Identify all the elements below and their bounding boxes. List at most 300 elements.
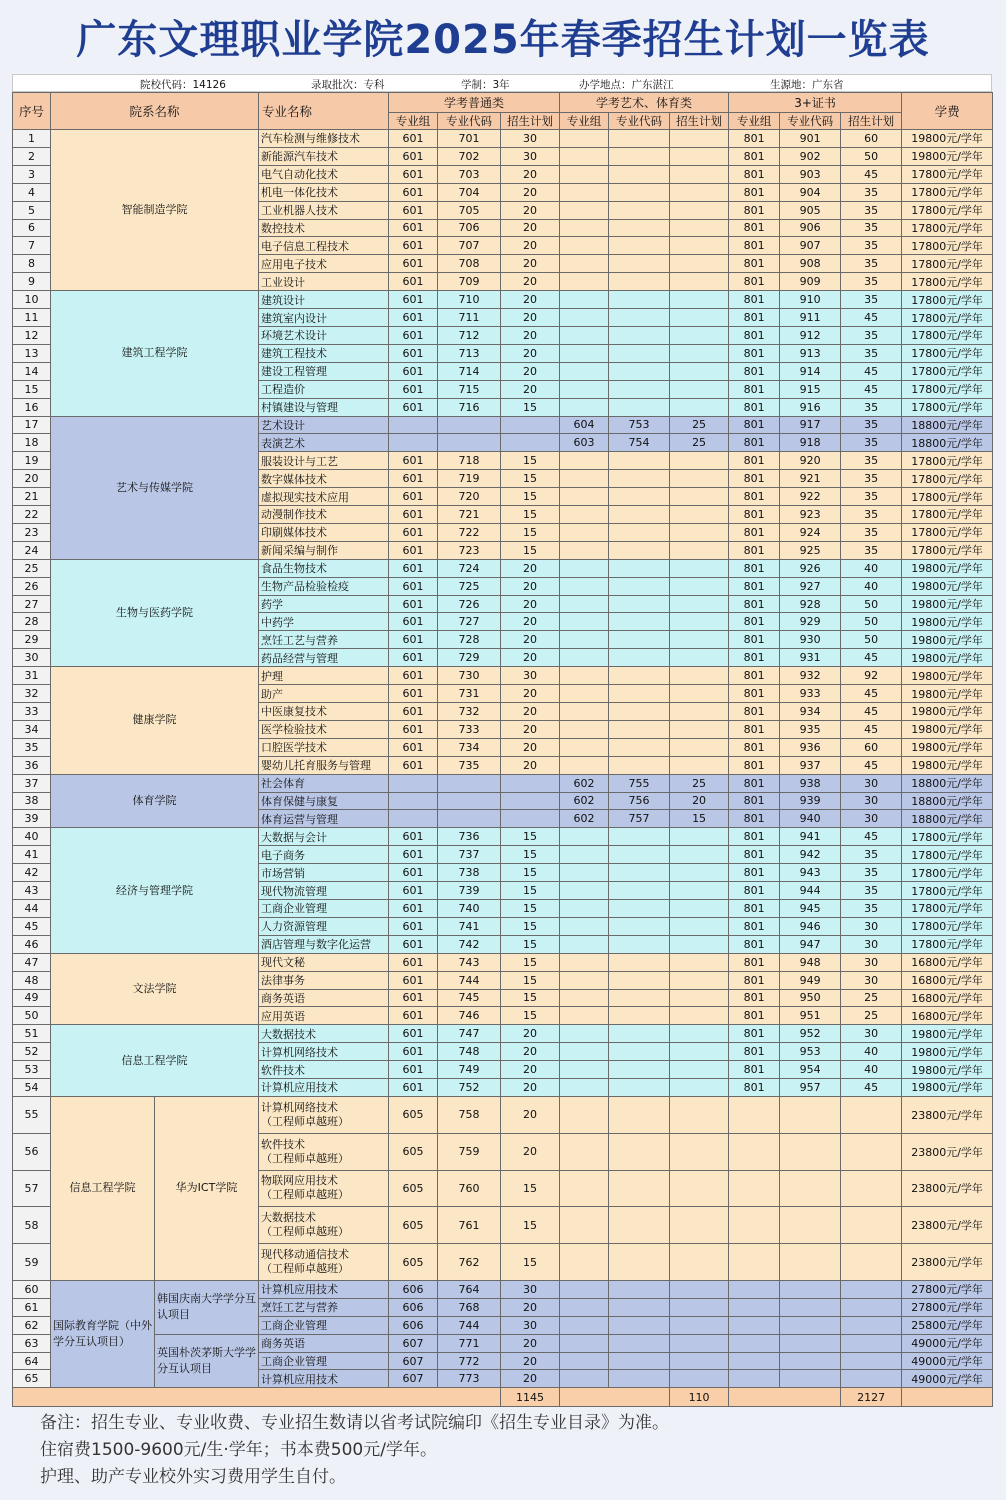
cell-art-group [560, 756, 609, 774]
cell-general-code: 728 [438, 631, 501, 649]
cell-cert-plan: 40 [841, 559, 902, 577]
cell-general-group: 601 [389, 1079, 438, 1097]
cell-fee: 17800元/学年 [902, 470, 993, 488]
cell-art-plan [670, 649, 729, 667]
cell-cert-plan [841, 1370, 902, 1388]
cell-art-code [609, 309, 670, 327]
cell-general-plan: 20 [501, 756, 560, 774]
cell-art-plan [670, 828, 729, 846]
major-name: 现代文秘 [259, 953, 389, 971]
cell-general-code: 760 [438, 1170, 501, 1207]
department-name: 信息工程学院 [51, 1096, 155, 1280]
cell-art-plan [670, 1316, 729, 1334]
major-name: 口腔医学技术 [259, 738, 389, 756]
cell-general-code: 706 [438, 219, 501, 237]
cell-cert-code: 916 [780, 398, 841, 416]
cell-fee: 16800元/学年 [902, 1007, 993, 1025]
major-name: 大数据技术 （工程师卓越班） [259, 1207, 389, 1244]
cell-cert-group [729, 1133, 780, 1170]
cell-art-code [609, 1079, 670, 1097]
cell-art-code: 755 [609, 774, 670, 792]
department-name: 信息工程学院 [51, 1025, 259, 1097]
total-art-plan: 110 [670, 1388, 729, 1407]
row-seq: 12 [13, 326, 51, 344]
cell-cert-plan: 45 [841, 309, 902, 327]
cell-art-group [560, 899, 609, 917]
row-seq: 52 [13, 1043, 51, 1061]
department-name: 经济与管理学院 [51, 828, 259, 953]
cell-cert-group: 801 [729, 1025, 780, 1043]
cell-cert-plan [841, 1280, 902, 1298]
cell-cert-group: 801 [729, 774, 780, 792]
cell-cert-plan: 45 [841, 720, 902, 738]
row-seq: 49 [13, 989, 51, 1007]
cell-cert-plan [841, 1244, 902, 1281]
major-name: 体育保健与康复 [259, 792, 389, 810]
note-line: 住宿费1500-9600元/生·学年；书本费500元/学年。 [40, 1440, 437, 1460]
total-cert-plan: 2127 [841, 1388, 902, 1407]
cell-cert-code: 923 [780, 506, 841, 524]
cell-cert-group: 801 [729, 130, 780, 148]
major-name: 软件技术 （工程师卓越班） [259, 1133, 389, 1170]
cell-cert-group: 801 [729, 828, 780, 846]
table-row [13, 416, 993, 434]
cell-art-plan [670, 989, 729, 1007]
cell-general-group: 601 [389, 183, 438, 201]
cell-cert-group: 801 [729, 738, 780, 756]
cell-art-plan [670, 953, 729, 971]
cell-general-plan: 20 [501, 1096, 560, 1133]
cell-general-plan: 15 [501, 452, 560, 470]
cell-cert-code: 926 [780, 559, 841, 577]
cell-general-group [389, 416, 438, 434]
cell-fee: 17800元/学年 [902, 846, 993, 864]
cell-fee: 19800元/学年 [902, 147, 993, 165]
cell-cert-plan: 30 [841, 917, 902, 935]
cell-art-group [560, 559, 609, 577]
cell-general-code: 752 [438, 1079, 501, 1097]
major-name: 数字媒体技术 [259, 470, 389, 488]
cell-art-group [560, 470, 609, 488]
cell-general-group: 601 [389, 631, 438, 649]
major-name: 烹饪工艺与营养 [259, 631, 389, 649]
cell-art-group [560, 452, 609, 470]
cell-cert-group: 801 [729, 452, 780, 470]
cell-art-group [560, 917, 609, 935]
cell-general-plan: 20 [501, 577, 560, 595]
cell-general-plan: 15 [501, 882, 560, 900]
cell-general-plan: 15 [501, 1207, 560, 1244]
major-name: 村镇建设与管理 [259, 398, 389, 416]
cell-fee: 19800元/学年 [902, 1061, 993, 1079]
cell-art-code [609, 273, 670, 291]
row-seq: 26 [13, 577, 51, 595]
cell-art-code [609, 1280, 670, 1298]
row-seq: 35 [13, 738, 51, 756]
cell-general-code: 727 [438, 613, 501, 631]
cell-cert-group: 801 [729, 649, 780, 667]
cell-cert-plan: 30 [841, 971, 902, 989]
cell-general-group: 601 [389, 971, 438, 989]
cell-art-plan [670, 130, 729, 148]
major-name: 动漫制作技术 [259, 506, 389, 524]
row-seq: 28 [13, 613, 51, 631]
cell-art-code [609, 971, 670, 989]
cell-art-group [560, 523, 609, 541]
cell-general-plan: 15 [501, 953, 560, 971]
cell-cert-plan [841, 1133, 902, 1170]
cell-art-group: 602 [560, 774, 609, 792]
cell-general-group: 601 [389, 147, 438, 165]
cell-art-plan [670, 613, 729, 631]
cell-general-code: 708 [438, 255, 501, 273]
cell-cert-plan: 25 [841, 989, 902, 1007]
cell-general-group: 601 [389, 201, 438, 219]
cell-general-group: 601 [389, 864, 438, 882]
cell-cert-plan: 35 [841, 201, 902, 219]
cell-general-code: 721 [438, 506, 501, 524]
cell-general-plan: 20 [501, 595, 560, 613]
cell-art-code [609, 237, 670, 255]
cell-cert-code: 945 [780, 899, 841, 917]
totals-spacer [902, 1388, 993, 1407]
cell-cert-plan: 35 [841, 488, 902, 506]
cell-general-code: 743 [438, 953, 501, 971]
cell-art-plan [670, 846, 729, 864]
major-name: 电子商务 [259, 846, 389, 864]
row-seq: 40 [13, 828, 51, 846]
cell-cert-group: 801 [729, 559, 780, 577]
cell-fee: 19800元/学年 [902, 667, 993, 685]
cell-art-group: 604 [560, 416, 609, 434]
cell-art-group [560, 398, 609, 416]
cell-art-group [560, 953, 609, 971]
cell-art-code [609, 1316, 670, 1334]
header-cert-group: 3+证书 [729, 93, 902, 113]
cell-fee: 17800元/学年 [902, 523, 993, 541]
cell-general-group: 601 [389, 344, 438, 362]
cell-art-group [560, 1352, 609, 1370]
cell-art-plan [670, 506, 729, 524]
cell-art-code [609, 380, 670, 398]
cell-general-plan: 20 [501, 362, 560, 380]
major-name: 计算机网络技术 （工程师卓越班） [259, 1096, 389, 1133]
cell-art-plan [670, 1352, 729, 1370]
cell-general-group: 601 [389, 846, 438, 864]
cell-art-code [609, 899, 670, 917]
table-row [13, 828, 993, 846]
cell-art-code [609, 523, 670, 541]
cell-art-code [609, 1370, 670, 1388]
cell-art-group [560, 183, 609, 201]
cell-fee: 19800元/学年 [902, 738, 993, 756]
school-code: 院校代码：14126 [140, 79, 226, 91]
cell-fee: 19800元/学年 [902, 685, 993, 703]
cell-general-code: 759 [438, 1133, 501, 1170]
header-art-code-col: 专业代码 [609, 113, 670, 130]
cell-art-group [560, 344, 609, 362]
cell-fee: 18800元/学年 [902, 810, 993, 828]
totals-spacer [729, 1388, 841, 1407]
cell-cert-plan: 35 [841, 506, 902, 524]
cell-cert-plan: 35 [841, 846, 902, 864]
major-name: 助产 [259, 685, 389, 703]
cell-cert-plan: 35 [841, 344, 902, 362]
cell-cert-group [729, 1170, 780, 1207]
cell-art-code [609, 541, 670, 559]
cell-art-group [560, 362, 609, 380]
cell-general-plan: 20 [501, 1352, 560, 1370]
cell-general-plan: 30 [501, 130, 560, 148]
cell-art-code [609, 362, 670, 380]
department-name: 建筑工程学院 [51, 291, 259, 416]
cell-general-group: 601 [389, 720, 438, 738]
cell-general-code: 702 [438, 147, 501, 165]
cell-fee: 27800元/学年 [902, 1280, 993, 1298]
cell-art-code [609, 506, 670, 524]
cell-cert-code [780, 1352, 841, 1370]
cell-general-group: 601 [389, 506, 438, 524]
cell-art-group [560, 130, 609, 148]
cell-art-plan [670, 577, 729, 595]
cell-fee: 23800元/学年 [902, 1207, 993, 1244]
cell-general-code: 710 [438, 291, 501, 309]
cell-general-plan [501, 810, 560, 828]
row-seq: 1 [13, 130, 51, 148]
cell-cert-group: 801 [729, 488, 780, 506]
cell-cert-code: 921 [780, 470, 841, 488]
cell-cert-code: 938 [780, 774, 841, 792]
cell-art-group [560, 309, 609, 327]
cell-fee: 49000元/学年 [902, 1352, 993, 1370]
cell-general-plan: 20 [501, 703, 560, 721]
major-name: 机电一体化技术 [259, 183, 389, 201]
cell-general-code: 733 [438, 720, 501, 738]
cell-art-plan [670, 738, 729, 756]
cell-cert-plan: 35 [841, 416, 902, 434]
cell-general-plan [501, 416, 560, 434]
cell-general-plan: 30 [501, 1316, 560, 1334]
cell-art-code [609, 398, 670, 416]
cell-cert-group: 801 [729, 523, 780, 541]
cell-cert-code [780, 1207, 841, 1244]
cell-art-plan: 25 [670, 434, 729, 452]
cell-general-code: 713 [438, 344, 501, 362]
cell-cert-group: 801 [729, 344, 780, 362]
totals-spacer [560, 1388, 670, 1407]
cell-cert-code: 944 [780, 882, 841, 900]
cell-art-code [609, 1061, 670, 1079]
cell-cert-group: 801 [729, 237, 780, 255]
cell-cert-group: 801 [729, 398, 780, 416]
cell-fee: 17800元/学年 [902, 864, 993, 882]
row-seq: 3 [13, 165, 51, 183]
cell-cert-plan [841, 1298, 902, 1316]
row-seq: 53 [13, 1061, 51, 1079]
cell-cert-group: 801 [729, 1061, 780, 1079]
cell-art-code [609, 882, 670, 900]
major-name: 建筑室内设计 [259, 309, 389, 327]
cell-cert-code: 954 [780, 1061, 841, 1079]
cell-fee: 19800元/学年 [902, 1079, 993, 1097]
cell-general-code [438, 416, 501, 434]
cell-general-group: 601 [389, 523, 438, 541]
cell-art-plan [670, 1025, 729, 1043]
cell-general-code: 705 [438, 201, 501, 219]
cell-art-plan [670, 667, 729, 685]
cell-general-code: 741 [438, 917, 501, 935]
major-name: 工商企业管理 [259, 899, 389, 917]
table-row [13, 130, 993, 148]
cell-general-code: 707 [438, 237, 501, 255]
major-name: 工业机器人技术 [259, 201, 389, 219]
cell-art-plan [670, 470, 729, 488]
cell-cert-code: 909 [780, 273, 841, 291]
cell-general-group: 601 [389, 1043, 438, 1061]
cell-cert-group: 801 [729, 309, 780, 327]
cell-cert-plan: 50 [841, 595, 902, 613]
cell-art-plan [670, 344, 729, 362]
row-seq: 23 [13, 523, 51, 541]
cell-art-plan [670, 452, 729, 470]
row-seq: 43 [13, 882, 51, 900]
cell-fee: 23800元/学年 [902, 1244, 993, 1281]
cell-fee: 17800元/学年 [902, 326, 993, 344]
cell-general-group: 601 [389, 130, 438, 148]
cell-art-group [560, 595, 609, 613]
row-seq: 8 [13, 255, 51, 273]
cell-art-group: 602 [560, 810, 609, 828]
department-name: 文法学院 [51, 953, 259, 1025]
cell-cert-code: 901 [780, 130, 841, 148]
cell-cert-plan: 40 [841, 1061, 902, 1079]
major-name: 法律事务 [259, 971, 389, 989]
cell-cert-plan: 35 [841, 255, 902, 273]
major-name: 电子信息工程技术 [259, 237, 389, 255]
cell-fee: 17800元/学年 [902, 541, 993, 559]
cell-cert-plan: 35 [841, 882, 902, 900]
cell-general-plan: 20 [501, 255, 560, 273]
cell-art-group [560, 864, 609, 882]
cell-cert-group: 801 [729, 255, 780, 273]
cell-cert-group: 801 [729, 595, 780, 613]
major-name: 现代物流管理 [259, 882, 389, 900]
cell-general-code: 723 [438, 541, 501, 559]
cell-general-group: 601 [389, 398, 438, 416]
cell-general-group: 606 [389, 1280, 438, 1298]
cell-general-code: 738 [438, 864, 501, 882]
cell-general-plan: 20 [501, 326, 560, 344]
cell-cert-code: 924 [780, 523, 841, 541]
cell-cert-plan: 30 [841, 810, 902, 828]
cell-general-code: 714 [438, 362, 501, 380]
cell-cert-code: 936 [780, 738, 841, 756]
cell-art-group [560, 201, 609, 219]
cell-art-group [560, 631, 609, 649]
row-seq: 56 [13, 1133, 51, 1170]
department-name: 国际教育学院（中外学分互认项目） [51, 1280, 155, 1387]
cell-art-group [560, 1280, 609, 1298]
cell-cert-code [780, 1133, 841, 1170]
cell-art-plan [670, 255, 729, 273]
cell-art-group [560, 1079, 609, 1097]
cell-art-code [609, 255, 670, 273]
cell-cert-group: 801 [729, 917, 780, 935]
cell-cert-code [780, 1298, 841, 1316]
cell-general-code: 758 [438, 1096, 501, 1133]
row-seq: 29 [13, 631, 51, 649]
cell-art-plan [670, 1334, 729, 1352]
cell-general-plan: 20 [501, 685, 560, 703]
cell-cert-plan: 40 [841, 1043, 902, 1061]
cell-general-code: 724 [438, 559, 501, 577]
cell-art-plan [670, 1096, 729, 1133]
cell-art-code [609, 559, 670, 577]
cell-art-code [609, 326, 670, 344]
cell-general-group: 601 [389, 291, 438, 309]
cell-general-plan [501, 434, 560, 452]
cell-art-code [609, 738, 670, 756]
cell-art-plan [670, 541, 729, 559]
cell-cert-code [780, 1170, 841, 1207]
cell-cert-group: 801 [729, 703, 780, 721]
cell-general-group: 607 [389, 1370, 438, 1388]
cell-art-plan [670, 1061, 729, 1079]
major-name: 计算机应用技术 [259, 1280, 389, 1298]
major-name: 电气自动化技术 [259, 165, 389, 183]
cell-art-code: 756 [609, 792, 670, 810]
cell-art-plan [670, 917, 729, 935]
cell-cert-plan: 35 [841, 434, 902, 452]
cell-cert-code: 953 [780, 1043, 841, 1061]
cell-art-plan: 15 [670, 810, 729, 828]
cell-general-plan: 15 [501, 523, 560, 541]
cell-art-plan [670, 631, 729, 649]
table-row [13, 1025, 993, 1043]
cell-cert-code [780, 1244, 841, 1281]
cell-art-plan [670, 183, 729, 201]
cell-cert-code: 920 [780, 452, 841, 470]
cell-cert-group: 801 [729, 882, 780, 900]
cell-cert-group: 801 [729, 1079, 780, 1097]
cell-general-group: 601 [389, 917, 438, 935]
table-body [13, 130, 993, 1407]
header-major: 专业名称 [259, 93, 389, 130]
cell-general-plan: 20 [501, 738, 560, 756]
cell-general-group: 601 [389, 899, 438, 917]
cell-art-plan [670, 1244, 729, 1281]
department-name: 健康学院 [51, 667, 259, 774]
cell-art-plan [670, 756, 729, 774]
cell-general-code: 768 [438, 1298, 501, 1316]
row-seq: 16 [13, 398, 51, 416]
cell-cert-code: 925 [780, 541, 841, 559]
cell-art-group [560, 1244, 609, 1281]
cell-cert-group: 801 [729, 613, 780, 631]
cell-art-plan [670, 219, 729, 237]
cell-cert-code: 915 [780, 380, 841, 398]
major-name: 新能源汽车技术 [259, 147, 389, 165]
cell-fee: 49000元/学年 [902, 1334, 993, 1352]
cell-art-code [609, 720, 670, 738]
cell-art-code [609, 1096, 670, 1133]
cell-cert-plan: 35 [841, 326, 902, 344]
header-art-group-col: 专业组 [560, 113, 609, 130]
major-name: 环境艺术设计 [259, 326, 389, 344]
cell-fee: 18800元/学年 [902, 434, 993, 452]
cell-general-plan: 15 [501, 541, 560, 559]
cell-cert-group [729, 1352, 780, 1370]
